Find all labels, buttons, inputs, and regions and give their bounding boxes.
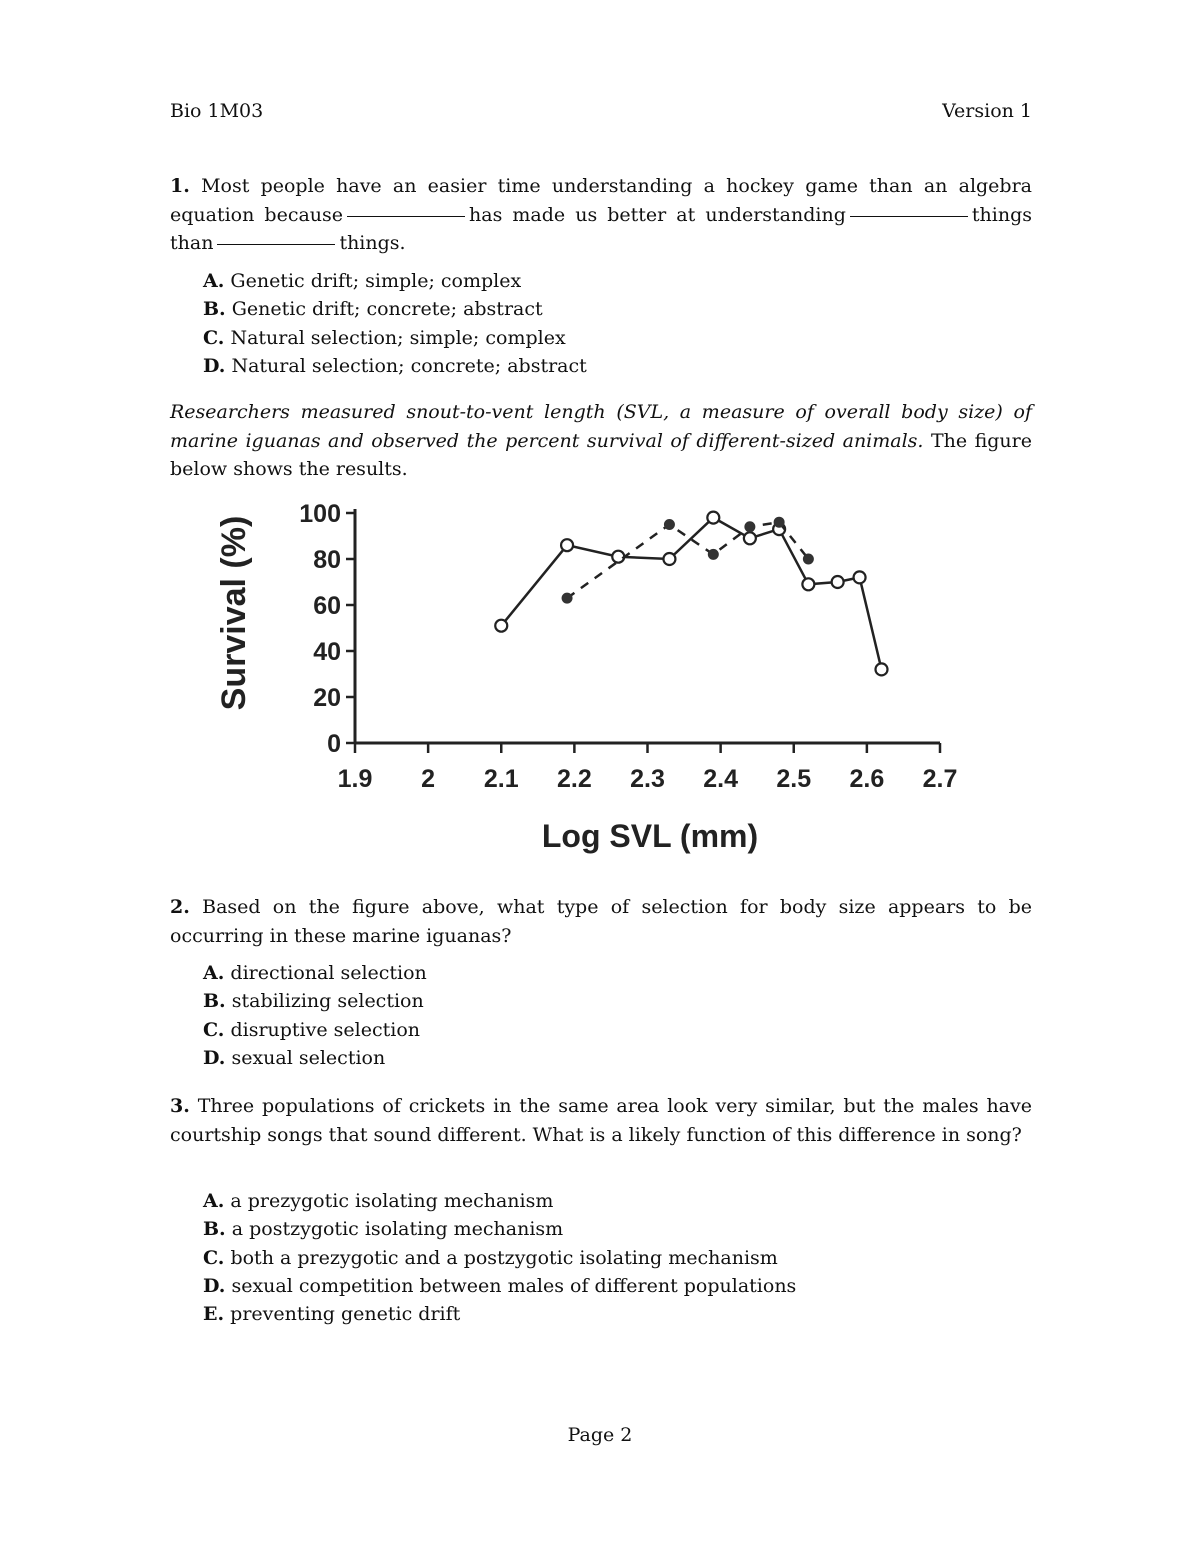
question-2-options bbox=[203, 959, 427, 1072]
option-c: C. disruptive selection bbox=[203, 1018, 420, 1041]
survival-chart bbox=[200, 495, 980, 875]
question-2 bbox=[170, 893, 1032, 950]
question-3 bbox=[170, 1092, 1032, 1149]
y-tick-label: 20 bbox=[313, 684, 341, 712]
question-text: Three populations of crickets in the same area look very similar, but the males have courtship songs that sound different. What is a likely function of this difference in song? bbox=[170, 1095, 1032, 1146]
data-point-solid bbox=[663, 553, 675, 565]
question-text: things than bbox=[170, 203, 1032, 254]
x-axis-label: Log SVL (mm) bbox=[541, 818, 759, 854]
option-d: D. Natural selection; concrete; abstract bbox=[203, 354, 587, 377]
question-3-options bbox=[203, 1187, 796, 1328]
data-point-dashed bbox=[562, 593, 572, 603]
data-point-dashed bbox=[803, 554, 813, 564]
data-point-solid bbox=[832, 576, 844, 588]
option-b: B. a postzygotic isolating mechanism bbox=[203, 1218, 564, 1241]
course-code: Bio 1M03 bbox=[170, 100, 264, 122]
page-number: Page 2 bbox=[567, 1424, 633, 1446]
x-tick-label: 2.1 bbox=[483, 765, 519, 793]
question-text: Most people have an easier time understanding a hockey game than an algebra equation because bbox=[170, 175, 1032, 226]
question-number: 1. bbox=[170, 175, 190, 197]
intro-plain-text: The figure below shows the results. bbox=[170, 429, 1032, 480]
option-a: A. directional selection bbox=[203, 962, 427, 984]
option-e: E. preventing genetic drift bbox=[203, 1303, 461, 1326]
chart-axes bbox=[299, 500, 957, 793]
data-point-solid bbox=[612, 551, 624, 563]
option-a: A. a prezygotic isolating mechanism bbox=[203, 1190, 554, 1212]
question-number: 3. bbox=[170, 1095, 190, 1117]
option-a: A. Genetic drift; simple; complex bbox=[203, 270, 522, 292]
data-point-solid bbox=[744, 532, 756, 544]
option-c: C. Natural selection; simple; complex bbox=[203, 326, 566, 349]
data-point-dashed bbox=[745, 522, 755, 532]
chart-series bbox=[495, 512, 887, 676]
chart-svg bbox=[200, 495, 980, 875]
question-text: has made us better at understanding bbox=[469, 203, 846, 226]
answer-blank bbox=[347, 216, 465, 217]
option-d: D. sexual selection bbox=[203, 1046, 386, 1069]
data-point-solid bbox=[854, 571, 866, 583]
data-point-solid bbox=[707, 512, 719, 524]
data-point-solid bbox=[876, 663, 888, 675]
option-c: C. both a prezygotic and a postzygotic isolating mechanism bbox=[203, 1246, 778, 1269]
figure-intro bbox=[170, 398, 1032, 484]
x-tick-label: 2.6 bbox=[849, 765, 885, 793]
answer-blank bbox=[217, 244, 335, 245]
intro-italic-text: Researchers measured snout-to-vent length (SVL, a measure of overall body size) of marine iguanas and observed the percent survival of different-sized animals. bbox=[170, 401, 1032, 452]
x-tick-label: 2.7 bbox=[922, 765, 958, 793]
option-b: B. stabilizing selection bbox=[203, 990, 424, 1013]
data-point-dashed bbox=[774, 517, 784, 527]
option-d: D. sexual competition between males of different populations bbox=[203, 1274, 797, 1297]
question-text: things. bbox=[339, 232, 406, 254]
data-point-solid bbox=[495, 620, 507, 632]
data-point-solid bbox=[802, 578, 814, 590]
data-point-dashed bbox=[708, 549, 718, 559]
y-tick-label: 0 bbox=[327, 730, 341, 758]
question-1-options bbox=[203, 267, 587, 380]
y-tick-label: 80 bbox=[313, 546, 341, 574]
question-1 bbox=[170, 172, 1032, 258]
question-text: Based on the figure above, what type of selection for body size appears to be occurring in these marine iguanas? bbox=[170, 896, 1032, 947]
series-line-dashed bbox=[567, 522, 808, 598]
x-tick-label: 2.4 bbox=[703, 765, 739, 793]
x-tick-label: 1.9 bbox=[337, 765, 373, 793]
y-tick-label: 100 bbox=[299, 500, 341, 528]
y-tick-label: 40 bbox=[313, 638, 341, 666]
version-label: Version 1 bbox=[942, 100, 1032, 122]
y-tick-label: 60 bbox=[313, 592, 341, 620]
x-tick-label: 2 bbox=[421, 765, 436, 793]
x-tick-label: 2.2 bbox=[556, 765, 592, 793]
question-number: 2. bbox=[170, 896, 190, 918]
data-point-solid bbox=[561, 539, 573, 551]
data-point-dashed bbox=[664, 520, 674, 530]
x-tick-label: 2.3 bbox=[630, 765, 665, 793]
option-b: B. Genetic drift; concrete; abstract bbox=[203, 298, 543, 321]
y-axis-label: Survival (%) bbox=[215, 515, 253, 711]
answer-blank bbox=[850, 216, 968, 217]
x-tick-label: 2.5 bbox=[776, 765, 812, 793]
